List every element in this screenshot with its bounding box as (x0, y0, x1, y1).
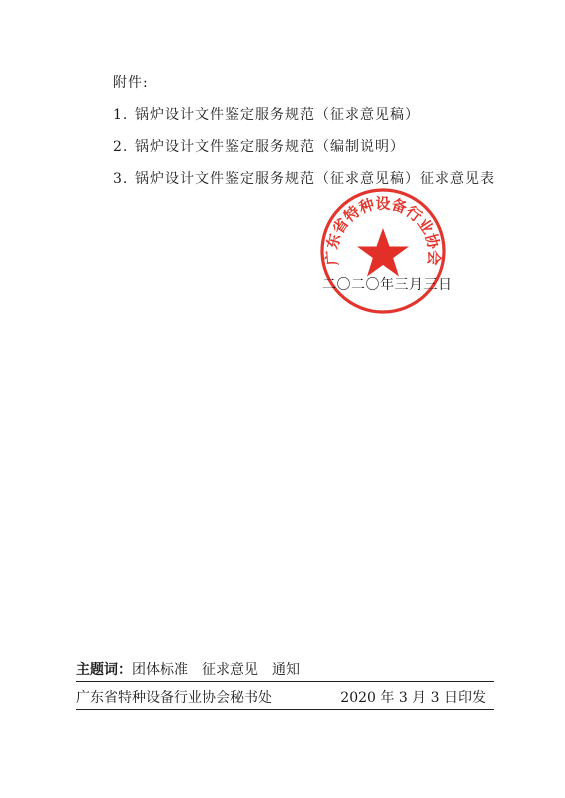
topic-words-row (76, 659, 494, 682)
topic-words-terms: 团体标准 征求意见 通知 (132, 662, 300, 678)
seal-org-text: 广东省特种设备行业协会 (324, 196, 442, 266)
seal-star-icon (357, 228, 409, 277)
official-seal (318, 186, 448, 316)
attachment-item (113, 104, 495, 136)
issue-date: 2020 年 3 月 3 日印发 (340, 690, 486, 706)
signature-date: 二〇二〇年三月三日 (322, 277, 453, 293)
attachment-number: 1. (113, 107, 129, 123)
attachment-number: 2. (113, 139, 129, 155)
attachment-title: 锅炉设计文件鉴定服务规范（征求意见稿） (135, 107, 420, 123)
attachment-item (113, 136, 495, 168)
attachment-number: 3. (113, 171, 129, 187)
attachment-title: 锅炉设计文件鉴定服务规范（征求意见稿）征求意见表 (135, 171, 495, 187)
issuer-row (76, 687, 494, 710)
topic-words-label: 主题词： (76, 662, 132, 678)
attachments-heading: 附件: (113, 75, 149, 91)
issuer-organization: 广东省特种设备行业协会秘书处 (76, 690, 272, 706)
attachment-title: 锅炉设计文件鉴定服务规范（编制说明） (135, 139, 405, 155)
